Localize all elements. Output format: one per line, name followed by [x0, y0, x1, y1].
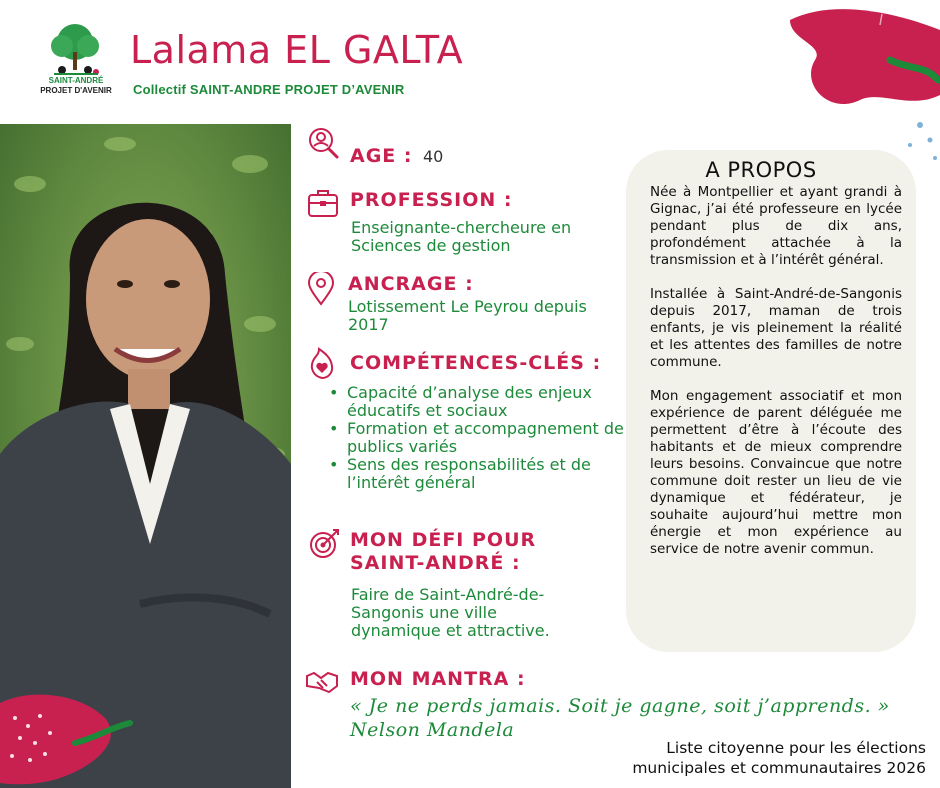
- handshake-icon: [305, 664, 339, 698]
- mantra-quote: [350, 694, 890, 742]
- age-label: AGE :: [350, 145, 413, 167]
- person-search-icon: [306, 126, 340, 160]
- list-item: • Formation et accompagnement de publics variés: [347, 420, 645, 456]
- age-value: 40: [423, 147, 444, 166]
- about-paragraph: Née à Montpellier et ayant grandi à Gignac, j’ai été professeure en lycée pendant plus de dix ans, profondément attachée à la transmission et à l’intérêt général.: [650, 184, 902, 268]
- about-body: [650, 184, 902, 575]
- defi-label-line-1: MON DÉFI POUR: [350, 529, 537, 551]
- mantra-author: Nelson Mandela: [350, 719, 515, 741]
- about-panel: [626, 150, 916, 652]
- defi-label-line-2: SAINT-ANDRÉ :: [350, 552, 521, 574]
- mantra-text: « Je ne perds jamais. Soit je gagne, soit j’apprends. »: [350, 695, 890, 717]
- logo: [36, 22, 116, 106]
- collective-name: Collectif SAINT-ANDRE PROJET D’AVENIR: [133, 82, 405, 97]
- profession-label: PROFESSION :: [350, 189, 513, 211]
- briefcase-icon: [306, 186, 340, 220]
- ancrage-label: ANCRAGE :: [348, 273, 474, 295]
- about-paragraph: Mon engagement associatif et mon expérience de parent déléguée me permettent d’être à l’écoute des habitants et de mieux comprendre leurs besoins. Convaincue que notre commune doit rester un lieu de vie dynamique et fédérateur, je souhaite aujourd’hui mettre mon énergie et mon expérience au service de notre avenir commun.: [650, 388, 902, 557]
- competences-list: [327, 384, 645, 492]
- defi-value: Faire de Saint-André-de-Sangonis une ville dynamique et attractive.: [351, 585, 550, 640]
- ancrage-value: Lotissement Le Peyrou depuis 2017: [348, 297, 587, 334]
- list-item: • Capacité d’analyse des enjeux éducatifs et sociaux: [347, 384, 645, 420]
- flame-heart-icon: [305, 346, 339, 380]
- list-item: • Sens des responsabilités et de l’intérêt général: [347, 456, 645, 492]
- tree-logo-icon: [44, 22, 106, 78]
- footer-line-1: Liste citoyenne pour les élections: [666, 739, 926, 757]
- footer-note: [566, 738, 926, 778]
- target-arrow-icon: [308, 526, 342, 560]
- competences-label: COMPÉTENCES-CLÉS :: [350, 352, 602, 374]
- decorative-brush-bottom-left: [0, 688, 140, 788]
- about-paragraph: Installée à Saint-André-de-Sangonis depuis 2017, maman de trois enfants, je vis pleinement la réalité et les attentes des familles de notre commune.: [650, 286, 902, 370]
- profession-value: Enseignante-chercheure en Sciences de gestion: [351, 218, 572, 255]
- about-title: A PROPOS: [705, 158, 817, 182]
- location-pin-icon: [304, 272, 338, 306]
- candidate-name: Lalama EL GALTA: [130, 28, 464, 72]
- mantra-label: MON MANTRA :: [350, 668, 526, 690]
- logo-line-2: PROJET D'AVENIR: [40, 86, 112, 95]
- decorative-brush-top-right: [770, 0, 940, 170]
- footer-line-2: municipales et communautaires 2026: [632, 759, 926, 777]
- logo-line-1: SAINT-ANDRÉ: [48, 76, 104, 85]
